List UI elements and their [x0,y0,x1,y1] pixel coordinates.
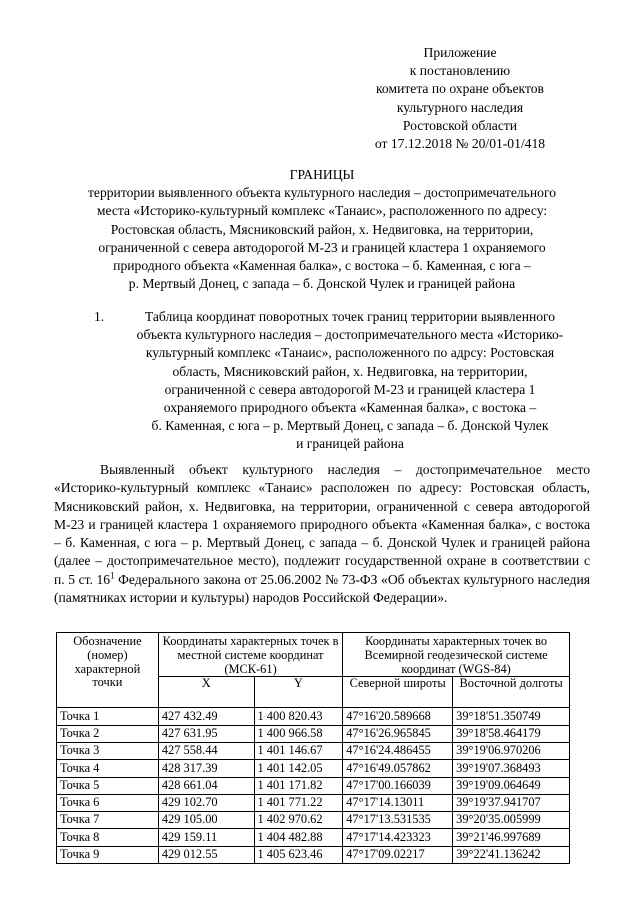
list-line: охраняемого природного объекта «Каменная балка», с востока – [163,400,537,416]
list-line: и границей района [296,436,404,452]
table-row [57,794,570,811]
longitude-cell: 39°22'41.136242 [453,846,570,863]
latitude-cell: 47°17'09.02217 [343,846,453,863]
appendix-line: комитета по охране объектов [376,81,544,97]
y-coord-cell: 1 401 771.22 [254,794,343,811]
table-row [57,777,570,794]
latitude-cell: 47°17'14.423323 [343,829,453,846]
table-row [57,742,570,759]
x-coord-cell: 429 159.11 [158,829,254,846]
table-row [57,760,570,777]
numbered-list-item [54,308,590,454]
appendix-line: от 17.12.2018 № 20/01-01/418 [374,136,546,152]
header-wgs-coords: Координаты характерных точек во Всемирной геодезической системе координат (WGS-84) [343,633,570,677]
subheader-y: Y [254,677,343,708]
x-coord-cell: 429 105.00 [158,812,254,829]
x-coord-cell: 429 012.55 [158,846,254,863]
list-line: область, Мясниковский район, х. Недвиговка, на территории, [172,363,528,379]
latitude-cell: 47°16'26.965845 [343,725,453,742]
paragraph-text-end: Федерального закона от 25.06.2002 № 73-ФЗ «Об объектах культурного наследия (памятниках истории и культуры) народов Российской Федерации». [54,571,590,606]
point-name-cell: Точка 8 [57,829,159,846]
list-line: б. Каменная, с юга – р. Мертвый Донец, с запада – б. Донской Чулек [151,418,549,434]
longitude-cell: 39°18'51.350749 [453,708,570,725]
y-coord-cell: 1 400 820.43 [254,708,343,725]
point-name-cell: Точка 4 [57,760,159,777]
longitude-cell: 39°19'07.368493 [453,760,570,777]
point-name-cell: Точка 3 [57,742,159,759]
title-line: природного объекта «Каменная балка», с востока – б. Каменная, с юга – [113,258,531,274]
table-row [57,708,570,725]
appendix-line: Ростовской области [402,117,518,133]
table-row [57,725,570,742]
point-name-cell: Точка 9 [57,846,159,863]
table-row [57,812,570,829]
latitude-cell: 47°16'20.589668 [343,708,453,725]
y-coord-cell: 1 400 966.58 [254,725,343,742]
table-row [57,846,570,863]
x-coord-cell: 427 558.44 [158,742,254,759]
appendix-line: к постановлению [409,63,511,79]
point-name-cell: Точка 1 [57,708,159,725]
table-body [57,708,570,864]
subheader-latitude: Северной широты [343,677,453,708]
longitude-cell: 39°21'46.997689 [453,829,570,846]
title-line: территории выявленного объекта культурного наследия – достопримечательного [87,185,556,201]
latitude-cell: 47°16'24.486455 [343,742,453,759]
y-coord-cell: 1 405 623.46 [254,846,343,863]
longitude-cell: 39°19'37.941707 [453,794,570,811]
subheader-x: X [158,677,254,708]
list-number: 1. [94,309,105,324]
latitude-cell: 47°17'00.166039 [343,777,453,794]
x-coord-cell: 429 102.70 [158,794,254,811]
latitude-cell: 47°17'14.13011 [343,794,453,811]
y-coord-cell: 1 402 970.62 [254,812,343,829]
title-line: места «Историко-культурный комплекс «Танаис», расположенного по адресу: [96,203,548,219]
list-line: объекта культурного наследия – достопримечательного места «Историко- [136,327,564,343]
footnote-superscript: 1 [110,570,115,581]
appendix-line: Приложение [423,45,497,60]
subheader-longitude: Восточной долготы [453,677,570,708]
longitude-cell: 39°19'06.970206 [453,742,570,759]
longitude-cell: 39°19'09.064649 [453,777,570,794]
list-line: культурный комплекс «Танаис», расположенного по адрсу: Ростовская [145,345,555,361]
list-line: ограниченной с севера автодорогой М-23 и границей кластера 1 [164,381,536,397]
y-coord-cell: 1 404 482.88 [254,829,343,846]
table-row [57,829,570,846]
paragraph-text: Выявленный объект культурного наследия – достопримечательное место «Историко-культурный комплекс «Танаис» расположен по адресу: Ростовская область, Мясниковский район, х. Недвиговка, на территории, ограниченной с севера автодорогой М-23 и границей кластера 1 охраняемого природного объекта «Каменная балка», с востока – б. Каменная, с юга – р. Мертвый Донец, с запада – б. Донской Чулек и границей района (далее – достопримечательное место), подлежит государственной охране в соответствии с п. 5 ст. 16 [54,462,590,587]
longitude-cell: 39°18'58.464179 [453,725,570,742]
title-line: р. Мертвый Донец, с запада – б. Донской Чулек и границей района [128,276,516,292]
point-name-cell: Точка 2 [57,725,159,742]
title-heading: ГРАНИЦЫ [289,167,355,182]
y-coord-cell: 1 401 171.82 [254,777,343,794]
x-coord-cell: 428 317.39 [158,760,254,777]
x-coord-cell: 428 661.04 [158,777,254,794]
title-line: Ростовская область, Мясниковский район, х. Недвиговка, на территории, [110,221,534,237]
appendix-line: культурного наследия [396,99,524,115]
header-local-coords: Координаты характерных точек в местной системе координат (МСК-61) [158,633,342,677]
header-designation: Обозначение (номер) характерной точки [57,633,159,708]
coordinates-table [56,632,570,864]
title-line: ограниченной с севера автодорогой М-23 и границей кластера 1 охраняемого [98,239,546,255]
point-name-cell: Точка 5 [57,777,159,794]
x-coord-cell: 427 631.95 [158,725,254,742]
point-name-cell: Точка 7 [57,812,159,829]
body-paragraph [54,461,590,607]
appendix-block [330,44,590,153]
point-name-cell: Точка 6 [57,794,159,811]
y-coord-cell: 1 401 142.05 [254,760,343,777]
list-line: Таблица координат поворотных точек границ территории выявленного [144,309,556,324]
longitude-cell: 39°20'35.005999 [453,812,570,829]
document-title [54,166,590,293]
x-coord-cell: 427 432.49 [158,708,254,725]
latitude-cell: 47°17'13.531535 [343,812,453,829]
latitude-cell: 47°16'49.057862 [343,760,453,777]
y-coord-cell: 1 401 146.67 [254,742,343,759]
